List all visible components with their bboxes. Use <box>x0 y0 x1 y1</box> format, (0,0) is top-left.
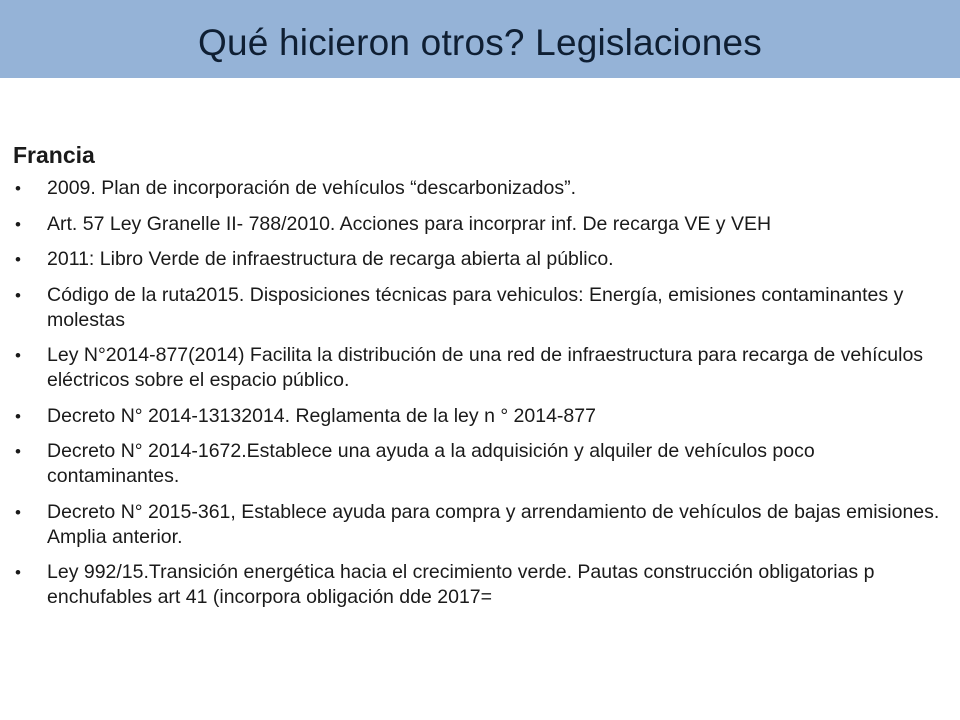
bullet-icon: • <box>15 406 21 426</box>
list-item-text: Decreto N° 2015-361, Establece ayuda para compra y arrendamiento de vehículos de bajas emisiones. Amplia anterior. <box>47 500 940 548</box>
list-item <box>13 247 943 272</box>
list-item-text: Ley 992/15.Transición energética hacia el crecimiento verde. Pautas construcción obligatorias p enchufables art 41 (incorpora obligación dde 2017= <box>47 561 875 608</box>
bullet-list <box>13 176 943 610</box>
bullet-icon: • <box>15 179 21 198</box>
list-item <box>13 343 943 393</box>
list-item <box>13 404 943 429</box>
list-item <box>13 560 943 610</box>
list-item-text: Decreto N° 2014-13132014. Reglamenta de la ley n ° 2014-877 <box>47 404 596 427</box>
list-item <box>13 176 943 201</box>
slide-content <box>13 142 943 621</box>
section-heading: Francia <box>13 142 95 168</box>
list-item-text: 2011: Libro Verde de infraestructura de recarga abierta al público. <box>47 248 614 270</box>
bullet-icon: • <box>15 285 21 305</box>
bullet-icon: • <box>15 250 21 269</box>
slide-title: Qué hicieron otros? Legislaciones <box>198 22 762 63</box>
bullet-icon: • <box>15 563 21 582</box>
list-item-text: Decreto N° 2014-1672.Establece una ayuda a la adquisición y alquiler de vehículos poco contaminantes. <box>47 440 815 487</box>
list-item-text: Ley N°2014-877(2014) Facilita la distribución de una red de infraestructura para recarga de vehículos eléctricos sobre el espacio público. <box>47 344 924 391</box>
bullet-icon: • <box>15 346 21 365</box>
bullet-icon: • <box>15 442 21 461</box>
bullet-icon: • <box>15 502 21 522</box>
list-item-text: Art. 57 Ley Granelle II- 788/2010. Acciones para incorprar inf. De recarga VE y VEH <box>47 212 772 235</box>
list-item <box>13 283 943 333</box>
list-item <box>13 439 943 489</box>
list-item-text: 2009. Plan de incorporación de vehículos “descarbonizados”. <box>47 177 576 199</box>
bullet-icon: • <box>15 214 21 234</box>
title-bar <box>0 0 960 78</box>
list-item-text: Código de la ruta2015. Disposiciones técnicas para vehiculos: Energía, emisiones contaminantes y molestas <box>47 283 904 331</box>
list-item <box>13 500 943 550</box>
list-item <box>13 212 943 237</box>
